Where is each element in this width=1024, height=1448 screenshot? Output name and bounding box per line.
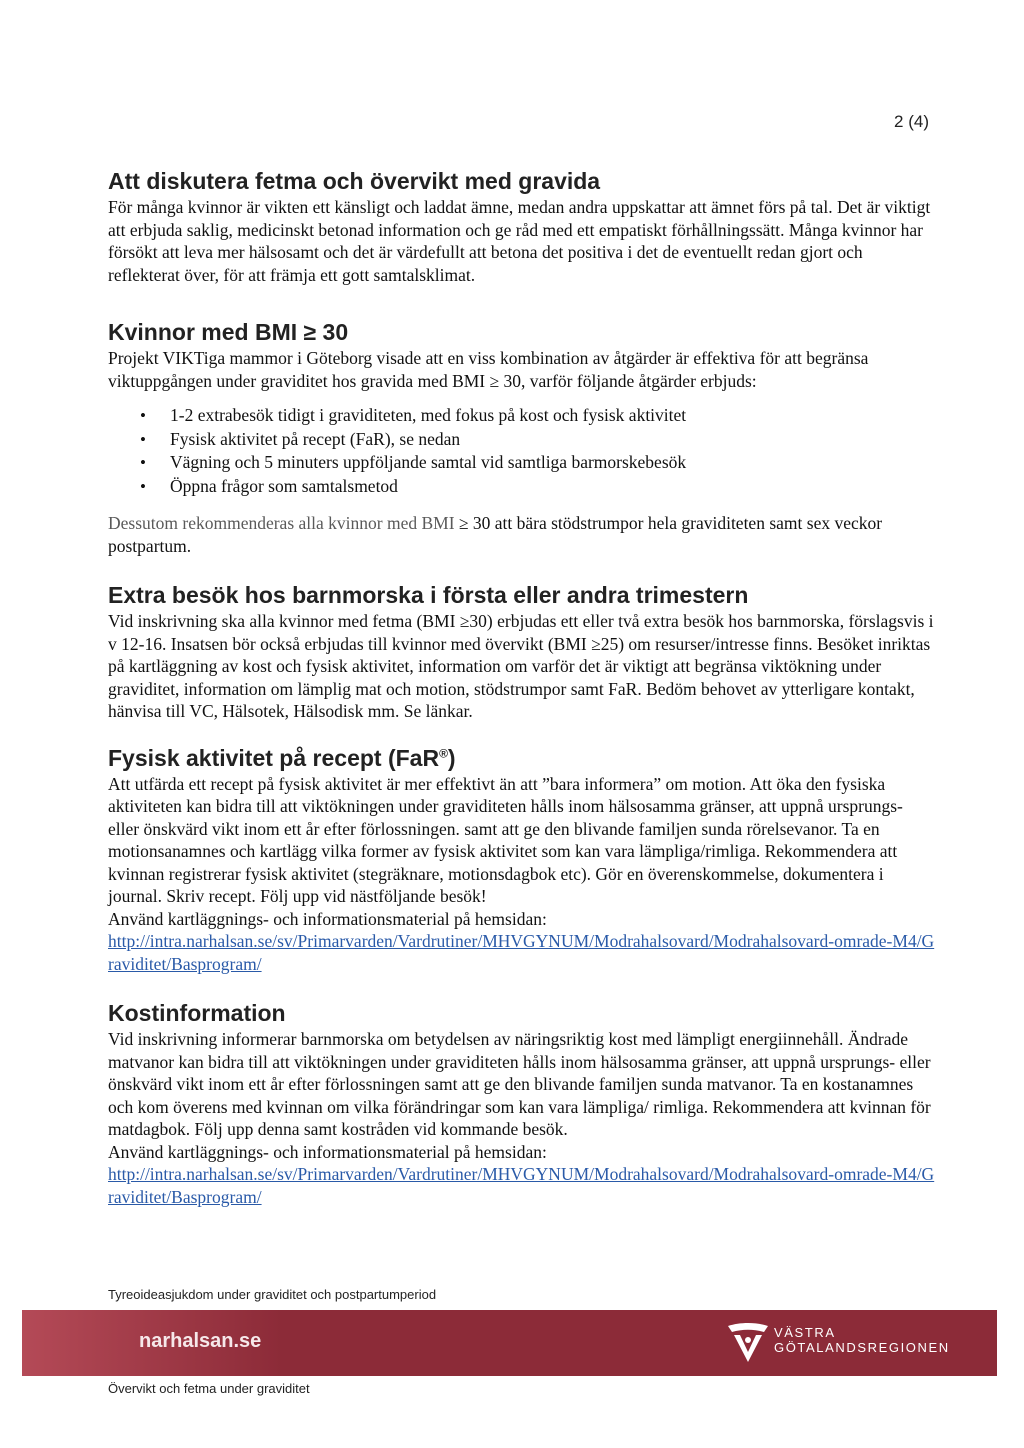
link-intro: Använd kartläggnings- och informationsmaterial på hemsidan:: [108, 1141, 547, 1162]
vgr-line-2: GÖTALANDSREGIONEN: [774, 1340, 950, 1355]
narhalsan-link[interactable]: narhalsan.se: [139, 1330, 262, 1352]
document-body: [108, 166, 938, 1208]
section-heading: Extra besök hos barnmorska i första eller andra trimestern: [108, 582, 749, 608]
page-number: 2 (4): [894, 112, 929, 131]
section-heading: Kvinnor med BMI ≥ 30: [108, 319, 349, 345]
vgr-logo-icon: [724, 1320, 772, 1366]
section-heading: Kostinformation: [108, 1000, 286, 1026]
footer-document-subtitle: Övervikt och fetma under graviditet: [108, 1381, 310, 1396]
link-intro: Använd kartläggnings- och informationsmaterial på hemsidan:: [108, 908, 547, 929]
section-paragraph: Vid inskrivning ska alla kvinnor med fetma (BMI ≥30) erbjudas ett eller två extra besök hos barnmorska, förslagsvis i v 12-16. Insatsen bör också erbjudas till kvinnor med övervikt (BMI ≥25) om resurser/intresse finns. Besöket inriktas på kartläggning av kost och fysisk aktivitet, information om varför det är viktigt att begränsa viktökning under graviditet, information om lämplig mat och motion, stödstrumpor samt FaR. Bedöm behovet av ytterligare kontakt, hänvisa till VC, Hälsotek, Hälsodisk mm. Se länkar.: [108, 611, 934, 721]
section-heading: Att diskutera fetma och övervikt med gravida: [108, 168, 601, 194]
heading-text: Fysisk aktivitet på recept (FaR: [108, 744, 440, 771]
section-paragraph: Att utfärda ett recept på fysisk aktivitet är mer effektivt än att ”bara informera” om motion. Att öka den fysiska aktiviteten kan bidra till att viktökningen under graviditeten hålls inom hälsosamma gränser, att uppnå ursprungs- eller önskvärd vikt inom ett år efter förlossningen. samt att ge den blivande familjen sunda rörelsevanor. Ta en motionsanamnes och kartlägg vilka former av fysisk aktivitet som kan vara lämpliga/rimliga. Rekommendera att kvinnan registrerar fysisk aktivitet (stegräknare, motionsdagbok etc). Gör en överenskommelse, dokumentera i journal. Skriv recept. Följ upp vid nästföljande besök!: [108, 773, 903, 906]
footer-document-title: Tyreoideasjukdom under graviditet och postpartumperiod: [108, 1287, 437, 1302]
paragraph-text: ≥ 30 att bära stödstrumpor hela graviditeten samt sex veckor postpartum.: [108, 513, 883, 556]
section-paragraph: Projekt VIKTiga mammor i Göteborg visade att en viss kombination av åtgärder är effektiva för att begränsa viktuppgången under graviditet hos gravida med BMI ≥ 30, varför följande åtgärder erbjuds:: [108, 348, 869, 391]
list-item: • Vägning och 5 minuters uppföljande samtal vid samtliga barmorskebesök: [140, 451, 938, 475]
list-item: • Öppna frågor som samtalsmetod: [140, 475, 938, 499]
section-paragraph: [108, 512, 938, 557]
heading-text: ): [447, 744, 456, 771]
vgr-wordmark: [774, 1325, 950, 1355]
logo-dot: [745, 1337, 751, 1343]
section-bmi-30: [108, 317, 938, 557]
intranet-link[interactable]: http://intra.narhalsan.se/sv/Primarvarden/Vardrutiner/MHVGYNUM/Modrahalsovard/Modrahalsovard-omrade-M4/Graviditet/Basprogram/: [108, 931, 935, 974]
section-diet-info: [108, 998, 938, 1208]
logo-arc: [728, 1323, 768, 1332]
section-paragraph: För många kvinnor är vikten ett känsligt och laddat ämne, medan andra uppskattar att ämnet förs på tal. Det är viktigt att erbjuda saklig, medicinskt betonad information och ge råd med ett empatiskt förhållningssätt. Många kvinnor har försökt att leva mer hälsosamt och det är värdefullt att betona det positiva i det de eventuellt redan gjort och reflekterat över, för att främja ett gott samtalsklimat.: [108, 197, 931, 285]
section-far: [108, 743, 938, 976]
list-item: • 1-2 extrabesök tidigt i graviditeten, med fokus på kost och fysisk aktivitet: [140, 404, 938, 428]
footer-band: [22, 1310, 997, 1376]
section-extra-visit: [108, 580, 938, 723]
intranet-link[interactable]: http://intra.narhalsan.se/sv/Primarvarden/Vardrutiner/MHVGYNUM/Modrahalsovard/Modrahalsovard-omrade-M4/Graviditet/Basprogram/: [108, 1164, 935, 1207]
muted-text: Dessutom rekommenderas alla kvinnor med BMI: [108, 513, 455, 533]
measures-list: [108, 404, 938, 498]
section-paragraph: Vid inskrivning informerar barnmorska om betydelsen av näringsriktig kost med lämpligt energiinnehåll. Ändrade matvanor kan bidra till att viktökningen under graviditeten hålls inom hälsosamma gränser, att uppnå ursprungs- eller önskvärd vikt inom ett år efter förlossningen samt att ge den blivande familjen sunda matvanor. Ta en kostanamnes och kom överens med kvinnan om vilka förändringar som kan vara lämpliga/ rimliga. Rekommendera att kvinnan för matdagbok. Följ upp denna samt kostråden vid kommande besök.: [108, 1029, 931, 1139]
section-heading: [108, 743, 938, 773]
section-discuss-obesity: [108, 166, 938, 286]
registered-mark: ®: [439, 745, 448, 760]
list-item: • Fysisk aktivitet på recept (FaR), se nedan: [140, 428, 938, 452]
vgr-line-1: VÄSTRA: [774, 1325, 836, 1340]
